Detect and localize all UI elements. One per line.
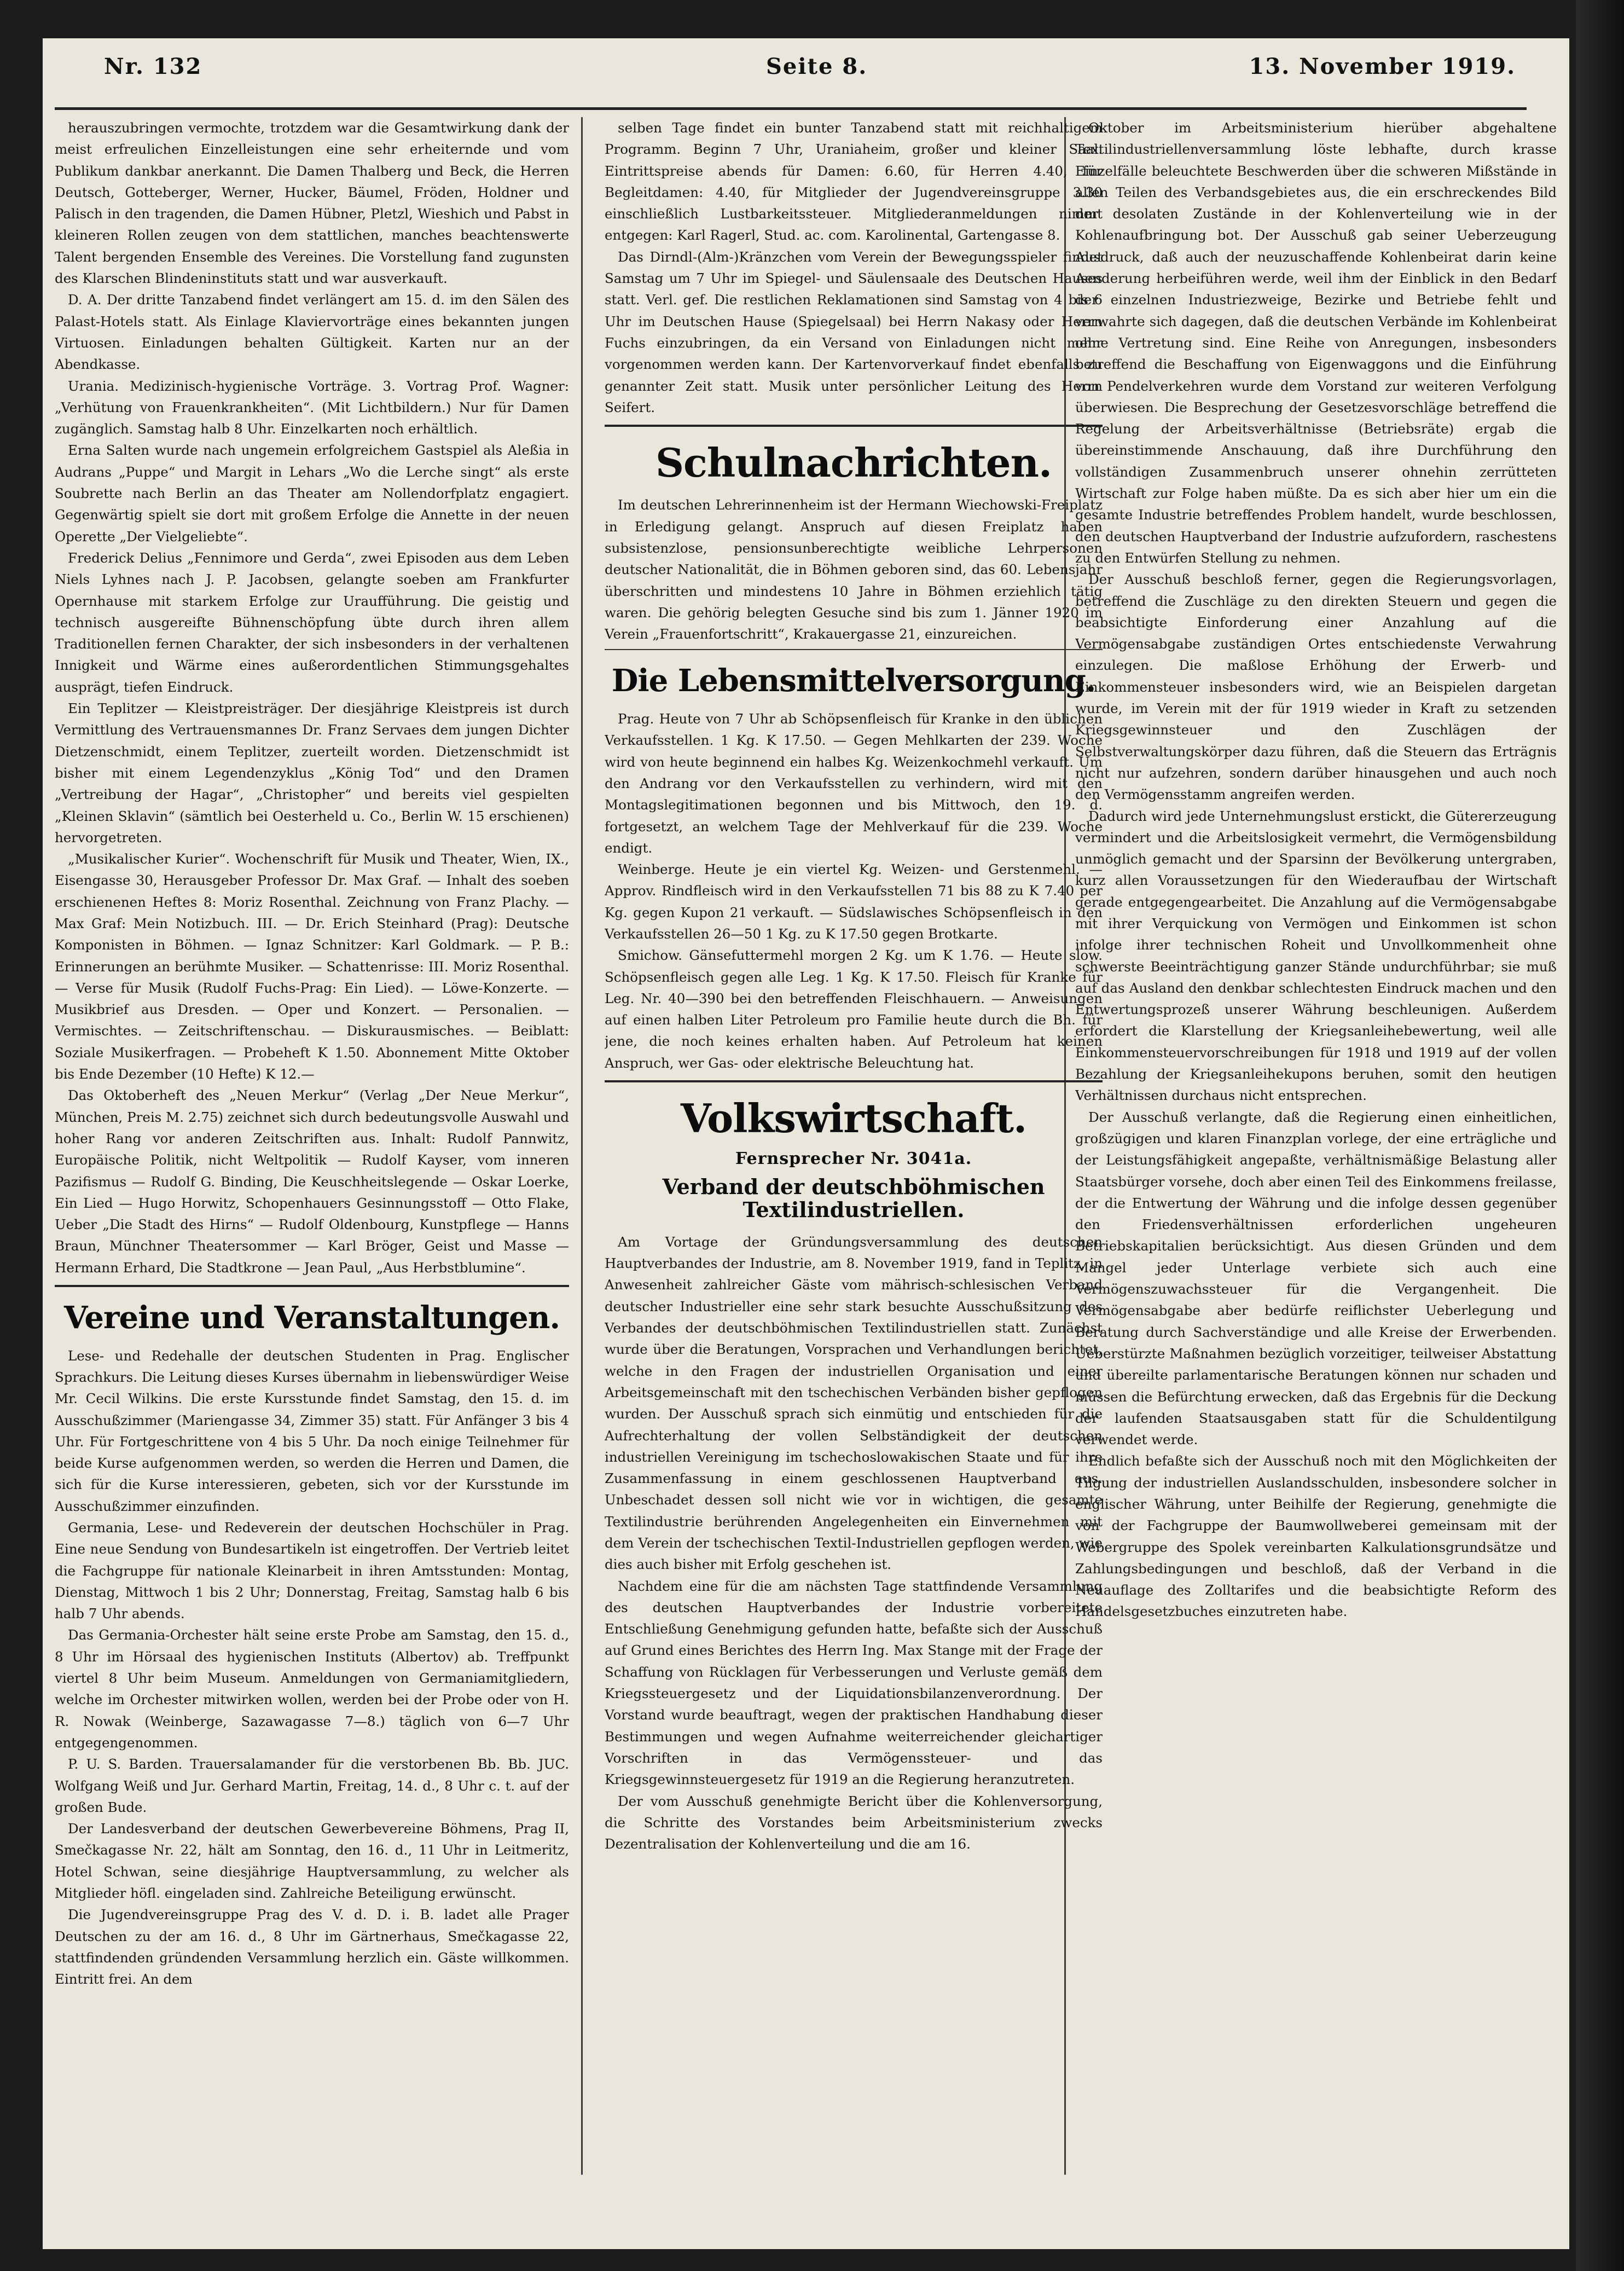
article-paragraph: Das Dirndl-(Alm-)Kränzchen vom Verein der Bewegungsspieler findet Samstag um 7 Uhr im Spiegel- und Säulensaale des Deutschen Hauses statt. Verl. gef. Die restlichen Reklamationen sind Samstag von 4 bis 6 Uhr im Deutschen Hause (Spiegelsaal) bei Herrn Nakasy oder Herrn Fuchs einzubringen, da ein Versand von Einladungen nicht mehr vorgenommen werden kann. Der Kartenvorverkauf findet ebenfalls zu genannter Zeit statt. Musik unter persönlicher Leitung des Herrn Seifert.: [605, 248, 1103, 415]
article-paragraph: Ein Teplitzer — Kleistpreisträger. Der diesjährige Kleistpreis ist durch Vermittlung des Vertrauensmannes Dr. Franz Servaes dem jungen Dichter Dietzenschmidt, einem Teplitzer, zuerteilt worden. Dietzenschmidt ist bisher mit einem Legendenzyklus „König Tod“ und den Dramen „Vertreibung der Hagar“, „Christopher“ und bereits viel gespielten „Kleinen Sklavin“ (sämtlich bei Oesterheld u. Co., Berlin W. 15 erschienen) hervorgetreten.: [55, 700, 569, 845]
section-heading-volkswirtschaft: Volkswirtschaft.: [680, 1095, 1027, 1142]
article-paragraph: Der Ausschuß verlangte, daß die Regierung einen einheitlichen, großzügigen und klaren Finanzplan vorlege, der eine erträgliche und der Leistungsfähigkeit angepaßte, verhältnismäßige Belastung aller Staatsbürger vorsehe, doch aber einen Teil des Einkommens freilasse, der die Entwertung der Währung und die infolge dessen gegenüber den Friedensverhältnissen erforderlichen ungeheuren Betriebskapitalien berücksichtigt. Aus diesen Gründen und dem Mangel jeder Unterlage verbiete sich auch eine Vermögenszuwachssteuer für die Vergangenheit. Die Vermögensabgabe aber bedürfe reiflichster Ueberlegung und Beratung durch Sachverständige und alle Kreise der Erwerbenden. Ueberstürzte Maßnahmen bezüglich vorzeitiger, teilweiser Abstattung und übereilte parlamentarische Beratungen können nur schaden und müssen die Befürchtung erwecken, daß das Ergebnis für die Deckung der laufenden Staatsausgaben statt für die Schuldentilgung verwendet werde.: [1075, 1109, 1557, 1448]
section-heading-lebensmittel: Die Lebensmittelversorgung.: [611, 663, 1096, 699]
article-paragraph: Smichow. Gänsefuttermehl morgen 2 Kg. um K 1.76. — Heute slow. Schöpsenfleisch gegen alle Leg. 1 Kg. K 17.50. Fleisch für Kranke für Leg. Nr. 40—390 bei den betreffenden Fleischhauern. — Anweisungen auf einen halben Liter Petroleum pro Familie heute durch die Bh. für jene, die noch keines erhalten haben. Auf Petroleum hat keinen Anspruch, wer Gas- oder elektrische Beleuchtung hat.: [605, 947, 1103, 1071]
phone-number-line: Fernsprecher Nr. 3041a.: [735, 1149, 972, 1169]
issue-number: Nr. 132: [104, 54, 202, 79]
article-paragraph: Am Vortage der Gründungsversammlung des deutschen Hauptverbandes der Industrie, am 8. November 1919, fand in Teplitz, in Anwesenheit zahlreicher Gäste vom mährisch-schlesischen Verband deutscher Industrieller eine sehr stark besuchte Ausschußsitzung des Verbandes der deutschböhmischen Textilindustriellen statt. Zunächst wurde über die Beratungen, Vorsprachen und Verhandlungen berichtet, welche in den Fragen der industriellen Organisation und einer Arbeitsgemeinschaft mit den tschechischen Verbänden bisher gepflogen wurden. Der Ausschuß sprach sich einmütig und entschieden für die Aufrechterhaltung der vollen Selbständigkeit der deutschen industriellen Vereinigung im tschechoslowakischen Staate und für ihre Zusammenfassung in einem geschlossenen Hauptverband aus. Unbeschadet dessen soll nicht wie vor in wichtigen, die gesamte Textilindustrie berührenden Angelegenheiten ein Einvernehmen mit dem Verein der tschechischen Textil-Industriellen gepflogen werden, wie dies auch bisher mit Erfolg geschehen ist.: [605, 1233, 1103, 1573]
article-paragraph: Das Oktoberheft des „Neuen Merkur“ (Verlag „Der Neue Merkur“, München, Preis M. 2.75) zeichnet sich durch bedeutungsvolle Auswahl und hoher Rang vor anderen Zeitschriften aus. Inhalt: Rudolf Pannwitz, Europäische Politik, nicht Weltpolitik — Rudolf Kayser, vom inneren Pazifismus — Rudolf G. Binding, Die Keuschheitslegende — Oskar Loerke, Ein Lied — Hugo Horwitz, Schopenhauers Gesinnungsstoff — Otto Flake, Ueber „Die Stadt des Hirns“ — Rudolf Oldenbourg, Kunstpflege — Hanns Braun, Münchner Theatersommer — Karl Bröger, Geist und Masse — Hermann Erhard, Die Stadtkrone — Jean Paul, „Aus Herbstblumine“.: [55, 1087, 569, 1276]
column-1: [55, 117, 569, 2175]
article-paragraph: Der Landesverband der deutschen Gewerbevereine Böhmens, Prag II, Smečkagasse Nr. 22, hält am Sonntag, den 16. d., 11 Uhr in Leitmeritz, Hotel Schwan, seine diesjährige Hauptversammlung, zu welcher als Mitglieder höfl. eingeladen sind. Zahlreiche Beteiligung erwünscht.: [55, 1821, 569, 1902]
column-divider-1: [581, 117, 583, 2175]
section-rule: [605, 1080, 1103, 1082]
page-number: Seite 8.: [766, 54, 868, 79]
article-paragraph: Erna Salten wurde nach ungemein erfolgreichem Gastspiel als Aleßia in Audrans „Puppe“ und Margit in Lehars „Wo die Lerche singt“ als erste Soubrette nach Berlin an das Theater am Nollendorfplatz engagiert. Gegenwärtig spielt sie dort mit großem Erfolge die Annette in der neuen Operette „Der Vielgeliebte“.: [55, 442, 569, 544]
article-paragraph: Dadurch wird jede Unternehmungslust erstickt, die Gütererzeugung vermindert und die Arbeitslosigkeit vermehrt, die Vermögensbildung unmöglich gemacht und der Sparsinn der Bevölkerung untergraben, kurz allen Voraussetzungen für den Wiederaufbau der Wirtschaft gerade entgegengearbeitet. Die Anzahlung auf die Vermögensabgabe mit ihrer Verquickung von Vermögen und Einkommen ist schon infolge ihrer technischen Roheit und Unvollkommenheit ohne schwerste Beeinträchtigung ganzer Stände undurchführbar; sie muß auf das Ausland den denkbar schlechtesten Eindruck machen und den Entwertungsprozeß unserer Währung beschleunigen. Außerdem erfordert die Klarstellung der Kriegsanleihebewertung, weil alle Einkommensteuervorschreibungen für 1918 und 1919 auf der vollen Bezahlung der Kriegsanleihekupons beruhen, somit den heutigen Verhältnissen durchaus nicht entsprechen.: [1075, 808, 1557, 1104]
article-heading-verband: Verband der deutschböhmischen Textilindustriellen.: [662, 1174, 1045, 1223]
article-paragraph: Frederick Delius „Fennimore und Gerda“, zwei Episoden aus dem Leben Niels Lyhnes nach J. P. Jacobsen, gelangte soeben am Frankfurter Opernhause mit starkem Erfolge zur Uraufführung. Die geistig und technisch ausgereifte Bühnenschöpfung übte durch ihren allem Traditionellen fernen Charakter, der sich insbesonders in der verhaltenen Innigkeit und Wärme eines außerordentlichen Stimmungsgehaltes ausprägt, tiefen Eindruck.: [55, 549, 569, 695]
article-paragraph: herauszubringen vermochte, trotzdem war die Gesamtwirkung dank der meist erfreulichen Einzelleistungen eine sehr erheiternde und vom Publikum dankbar anerkannt. Die Damen Thalberg und Beck, die Herren Deutsch, Gotteberger, Werner, Hucker, Bäumel, Fröden, Holdner und Palisch in den tragenden, die Damen Hübner, Pletzl, Wieshich und Pabst in kleineren Rollen zeugen von dem stattlichen, manches beachtenswerte Talent bergenden Ensemble des Vereines. Die Vorstellung fand zugunsten des Klarschen Blindeninstituts statt und war ausverkauft.: [55, 120, 569, 287]
article-paragraph: Oktober im Arbeitsministerium hierüber abgehaltene Textilindustriellenversammlung löste lebhafte, durch krasse Einzelfälle beleuchtete Beschwerden über die schweren Mißstände in allen Teilen des Verbandsgebietes aus, die ein erschreckendes Bild der desolaten Zustände in der Kohlenverteilung wie in der Kohlenaufbringung bot. Der Ausschuß gab seiner Ueberzeugung Ausdruck, daß auch der neuzuschaffende Kohlenbeirat darin keine Aenderung herbeiführen werde, weil ihm der Einblick in den Bedarf der einzelnen Industriezweige, Bezirke und Betriebe fehlt und verwahrte sich dagegen, daß die deutschen Verbände im Kohlenbeirat ohne Vertretung sind. Eine Reihe von Anregungen, insbesonders betreffend die Beschaffung von Eigenwaggons und die Einführung von Pendelverkehren wurde dem Vorstand zur weiteren Verfolgung überwiesen. Die Besprechung der Gesetzesvorschläge betreffend die Regelung der Arbeitsverhältnisse (Betriebsräte) ergab die übereinstimmende Anschauung, daß ihre Durchführung den vollständigen Zusammenbruch unserer ohnehin zerrütteten Wirtschaft zur Folge haben müßte. Da es sich aber hier um ein die gesamte Industrie betreffendes Problem handelt, wurde beschlossen, den deutschen Hauptverband der Industrie aufzufordern, raschestens zu den Entwürfen Stellung zu nehmen.: [1075, 120, 1557, 566]
article-paragraph: Urania. Medizinisch-hygienische Vorträge. 3. Vortrag Prof. Wagner: „Verhütung von Frauenkrankheiten“. (Mit Lichtbildern.) Nur für Damen zugänglich. Samstag halb 8 Uhr. Einzelkarten noch erhältlich.: [55, 378, 569, 437]
page-fold-shadow: [1576, 0, 1624, 2271]
article-paragraph: Der Ausschuß beschloß ferner, gegen die Regierungsvorlagen, betreffend die Zuschläge zu den direkten Steuern und gegen die beabsichtigte Einforderung einer Anzahlung auf die Vermögensabgabe zuständigen Ortes entschiedenste Verwahrung einzulegen. Die maßlose Erhöhung der Erwerb- und Einkommensteuer insbesonders wird, wie an Beispielen dargetan wurde, im Verein mit der für 1919 wieder in Kraft zu setzenden Kriegsgewinnsteuer und den Zuschlägen der Selbstverwaltungskörper dazu führen, daß die Steuern das Erträgnis nicht nur aufzehren, sondern darüber hinausgehen und auch noch den Vermögensstamm angreifen werden.: [1075, 571, 1557, 803]
column-2: [605, 117, 1103, 2175]
article-paragraph: Germania, Lese- und Redeverein der deutschen Hochschüler in Prag. Eine neue Sendung von Bundesartikeln ist eingetroffen. Der Vertrieb leitet die Fachgruppe für nationale Kleinarbeit in ihren Amtsstunden: Montag, Dienstag, Mittwoch 1 bis 2 Uhr; Donnerstag, Freitag, Samstag halb 6 bis halb 7 Uhr abends.: [55, 1520, 569, 1622]
article-paragraph: Der vom Ausschuß genehmigte Bericht über die Kohlenversorgung, die Schritte des Vorstandes beim Arbeitsministerium zwecks Dezentralisation der Kohlenverteilung und die am 16.: [605, 1793, 1103, 1852]
column-3: [1075, 117, 1557, 2175]
article-paragraph: Prag. Heute von 7 Uhr ab Schöpsenfleisch für Kranke in den üblichen Verkaufsstellen. 1 Kg. K 17.50. — Gegen Mehlkarten der 239. Woche wird von heute beginnend ein halbes Kg. Weizenkochmehl verkauft. Um den Andrang vor den Verkaufsstellen zu verhindern, wird mit den Montagslegitimationen begonnen und bis Mittwoch, den 19. d. fortgesetzt, an welchem Tage der Mehlverkauf für die 239. Woche endigt.: [605, 711, 1103, 856]
article-paragraph: Im deutschen Lehrerinnenheim ist der Hermann Wiechowski-Freiplatz in Erledigung gelangt. Anspruch auf diesen Freiplatz haben subsistenzlose, pensionsunberechtigte weibliche Lehrpersonen deutscher Nationalität, die in Böhmen geboren sind, das 60. Lebensjahr überschritten und mindestens 10 Jahre in Böhmen erziehlich tätig waren. Die gehörig belegten Gesuche sind bis zum 1. Jänner 1920 im Verein „Frauenfortschritt“, Krakauergasse 21, einzureichen.: [605, 497, 1103, 642]
article-paragraph: „Musikalischer Kurier“. Wochenschrift für Musik und Theater, Wien, IX., Eisengasse 30, Herausgeber Professor Dr. Max Graf. — Inhalt des soeben erschienenen Heftes 8: Moriz Rosenthal. Zeichnung von Franz Plachy. — Max Graf: Mein Notizbuch. III. — Dr. Erich Steinhard (Prag): Deutsche Komponisten in Böhmen. — Ignaz Schnitzer: Karl Goldmark. — P. B.: Erinnerungen an berühmte Musiker. — Schattenrisse: III. Moriz Rosenthal. — Verse für Musik (Rudolf Fuchs-Prag: Ein Lied). — Löwe-Konzerte. — Musikbrief aus Dresden. — Oper und Konzert. — Personalien. — Vermischtes. — Zeitschriftenschau. — Diskurausmisches. — Beiblatt: Soziale Musikerfragen. — Probeheft K 1.50. Abonnement Mitte Oktober bis Ende Dezember (10 Hefte) K 12.—: [55, 851, 569, 1082]
issue-date: 13. November 1919.: [1249, 54, 1516, 79]
section-heading-schulnachrichten: Schulnachrichten.: [655, 439, 1052, 486]
header-rule: [55, 107, 1527, 110]
section-rule: [605, 425, 1103, 427]
article-paragraph: D. A. Der dritte Tanzabend findet verlängert am 15. d. im den Sälen des Palast-Hotels statt. Als Einlage Klaviervorträge eines bekannten jungen Virtuosen. Einladungen behalten Gültigkeit. Karten nur an der Abendkasse.: [55, 292, 569, 373]
section-heading-vereine: Vereine und Veranstaltungen.: [64, 1300, 560, 1336]
section-rule: [55, 1285, 569, 1287]
article-paragraph: Das Germania-Orchester hält seine erste Probe am Samstag, den 15. d., 8 Uhr im Hörsaal des hygienischen Instituts (Albertov) ab. Treffpunkt viertel 8 Uhr beim Museum. Anmeldungen von Germaniamitgliedern, welche im Orchester mitwirken wollen, werden bei der Probe oder von H. R. Nowak (Weinberge, Sazawagasse 7—8.) täglich von 6—7 Uhr entgegengenommen.: [55, 1627, 569, 1751]
section-rule: [605, 649, 1103, 650]
article-paragraph: Endlich befaßte sich der Ausschuß noch mit den Möglichkeiten der Tilgung der industriellen Auslandsschulden, insbesondere solcher in englischer Währung, unter Beihilfe der Regierung, genehmigte die von der Fachgruppe der Baumwollweberei gemeinsam mit der Webergruppe des Spolek vereinbarten Kalkulationsgrundsätze und Zahlungsbedingungen und beschloß, daß der Verband in die Neuauflage des Zolltarifes und die beabsichtigte Reform des Handelsgesetzbuches einzutreten habe.: [1075, 1453, 1557, 1620]
article-paragraph: selben Tage findet ein bunter Tanzabend statt mit reichhaltigem Programm. Beginn 7 Uhr, Uraniaheim, großer und kleiner Saal. Eintrittspreise abends für Damen: 6.60, für Herren 4.40, für Begleitdamen: 4.40, für Mitglieder der Jugendvereinsgruppe 3.30 einschließlich Lustbarkeitssteuer. Mitgliederanmeldungen nimmt entgegen: Karl Ragerl, Stud. ac. com. Karolinental, Gartengasse 8.: [605, 120, 1103, 244]
article-paragraph: Lese- und Redehalle der deutschen Studenten in Prag. Englischer Sprachkurs. Die Leitung dieses Kurses übernahm in liebenswürdiger Weise Mr. Cecil Wilkins. Die erste Kursstunde findet Samstag, den 15. d. im Ausschußzimmer (Mariengasse 34, Zimmer 35) statt. Für Anfänger 3 bis 4 Uhr. Für Fortgeschrittene von 4 bis 5 Uhr. Da noch einige Teilnehmer für beide Kurse aufgenommen werden, so werden die Herren und Damen, die sich für die Kurse interessieren, gebeten, sich vor der Kursstunde im Ausschußzimmer einzufinden.: [55, 1347, 569, 1514]
article-paragraph: Die Jugendvereinsgruppe Prag des V. d. D. i. B. ladet alle Prager Deutschen zu der am 16. d., 8 Uhr im Gärtnerhaus, Smečkagasse 22, stattfindenden gründenden Versammlung herzlich ein. Gäste willkommen. Eintritt frei. An dem: [55, 1907, 569, 1988]
article-paragraph: Weinberge. Heute je ein viertel Kg. Weizen- und Gerstenmehl. — Approv. Rindfleisch wird in den Verkaufsstellen 71 bis 88 zu K 7.40 per Kg. gegen Kupon 21 verkauft. — Südslawisches Schöpsenfleisch in den Verkaufsstellen 26—50 1 Kg. zu K 17.50 gegen Brotkarte.: [605, 861, 1103, 942]
article-paragraph: P. U. S. Barden. Trauersalamander für die verstorbenen Bb. Bb. JUC. Wolfgang Weiß und Jur. Gerhard Martin, Freitag, 14. d., 8 Uhr c. t. auf der großen Bude.: [55, 1756, 569, 1815]
page-header: [55, 48, 1527, 97]
article-paragraph: Nachdem eine für die am nächsten Tage stattfindende Versammlung des deutschen Hauptverbandes der Industrie vorbereitete Entschließung Genehmigung gefunden hatte, befaßte sich der Ausschuß auf Grund eines Berichtes des Herrn Ing. Max Stange mit der Frage der Schaffung von Rücklagen für Verbesserungen und Verluste gemäß dem Kriegssteuergesetz und der Liquidationsbilanzenverordnung. Der Vorstand wurde beauftragt, wegen der praktischen Handhabung dieser Bestimmungen und wegen Aufnahme weiterreichender gleichartiger Vorschriften in das Vermögenssteuer- und das Kriegsgewinnsteuergesetz für 1919 an die Regierung heranzutreten.: [605, 1578, 1103, 1788]
